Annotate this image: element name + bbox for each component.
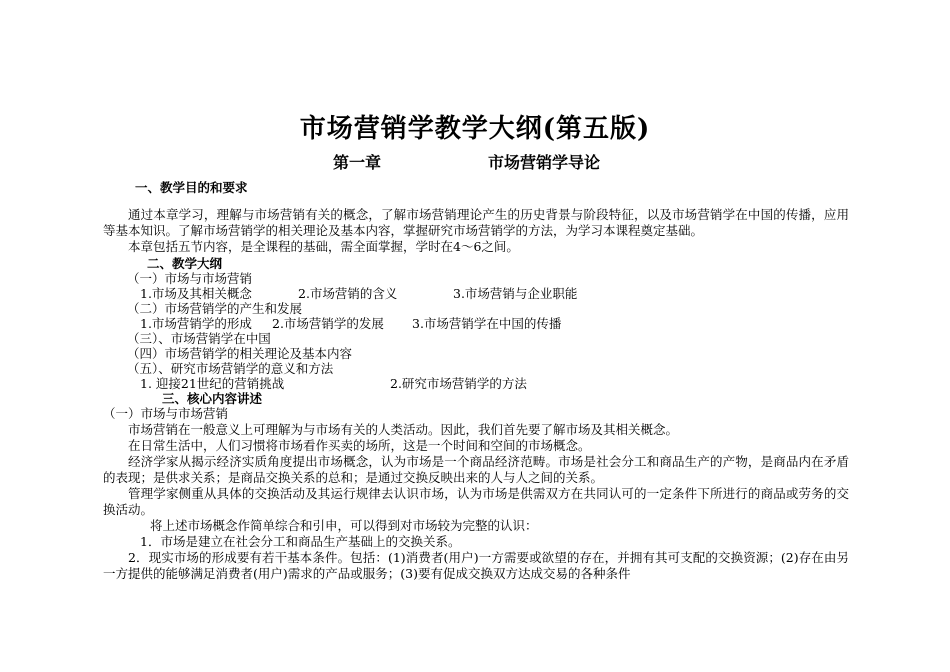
outline-item: （四）市场营销学的相关理论及基本内容 [127,346,353,361]
outline-item: 2.市场营销的含义 [298,286,398,301]
outline-item: 1.市场及其相关概念 [140,286,252,301]
core-paragraph: 市场营销在一般意义上可理解为与市场有关的人类活动。因此，我们首先要了解市场及其相关概念。 [128,422,679,437]
objectives-paragraph-2: 本章包括五节内容，是全课程的基础，需全面掌握，学时在4～6之间。 [128,239,519,254]
outline-item: 3.市场营销学在中国的传播 [412,316,562,331]
core-paragraph: 将上述市场概念作简单综合和引申，可以得到对市场较为完整的认识： [150,518,538,533]
outline-item: （二）市场营销学的产生和发展 [127,301,303,316]
outline-item: 2.研究市场营销学的方法 [390,376,527,391]
chapter-number: 第一章 [333,153,382,172]
core-paragraph: 经济学家从揭示经济实质角度提出市场概念，认为市场是一个商品经济范畴。市场是社会分工和商品生产的产物，是商品内在矛盾的表现；是供求关系；是商品交换关系的总和；是通过交换反映出来的人与人之间的关系。 [103,454,849,485]
core-paragraph: 2．现实市场的形成要有若干基本条件。包括：(1)消费者(用户)一方需要或欲望的存在，并拥有其可支配的交换资源；(2)存在由另一方提供的能够满足消费者(用户)需求的产品或服务；(3)要有促成交换双方达成交易的各种条件 [103,550,849,581]
objectives-paragraph: 通过本章学习，理解与市场营销有关的概念，了解市场营销理论产生的历史背景与阶段特征，以及市场营销学在中国的传播，应用等基本知识。了解市场营销学的相关理论及基本内容，掌握研究市场营销学的方法，为学习本课程奠定基础。 [103,207,849,238]
outline-item: 2.市场营销学的发展 [272,316,384,331]
outline-item: （三）、市场营销学在中国 [127,331,271,346]
chapter-title: 市场营销学导论 [488,153,601,172]
outline-item: 1. 迎接21世纪的营销挑战 [140,376,285,391]
outline-item: （一）市场与市场营销 [127,271,253,286]
outline-item: 1.市场营销学的形成 [140,316,252,331]
section-heading-core-content: 三、核心内容讲述 [162,391,263,406]
core-paragraph: 1．市场是建立在社会分工和商品生产基础上的交换关系。 [140,534,461,549]
core-subheading: （一）市场与市场营销 [103,406,229,421]
document-title: 市场营销学教学大纲(第五版) [299,114,651,144]
core-paragraph: 管理学家侧重从具体的交换活动及其运行规律去认识市场，认为市场是供需双方在共同认可的一定条件下所进行的商品或劳务的交换活动。 [103,486,849,517]
outline-item: 3.市场营销与企业职能 [453,286,578,301]
outline-item: （五）、研究市场营销学的意义和方法 [127,361,334,376]
section-heading-outline: 二、教学大纲 [147,256,223,271]
core-paragraph: 在日常生活中，人们习惯将市场看作买卖的场所，这是一个时间和空间的市场概念。 [128,438,591,453]
section-heading-objectives: 一、教学目的和要求 [135,180,248,195]
